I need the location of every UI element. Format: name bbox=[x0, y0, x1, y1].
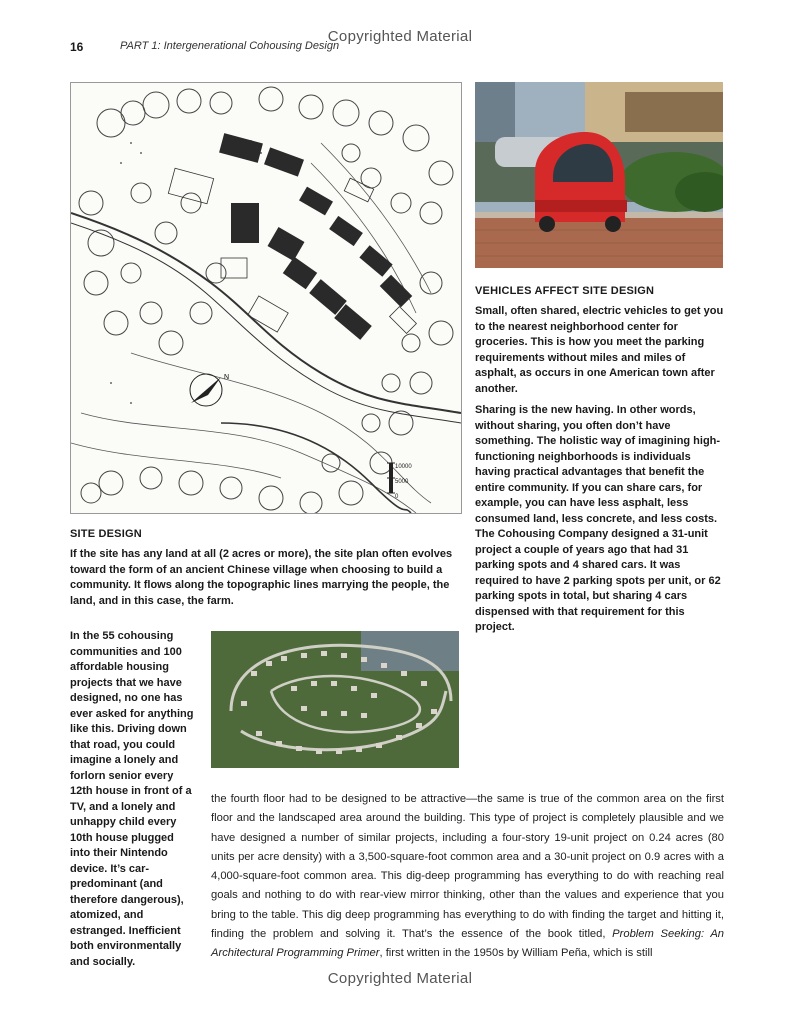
scale-labels bbox=[395, 460, 412, 505]
car-photo-image bbox=[475, 82, 723, 268]
scale-label: 0 bbox=[395, 494, 399, 500]
body-text-part-2: , first written in the 1950s by William Peña, which is still bbox=[379, 947, 653, 960]
vehicles-caption-title: VEHICLES AFFECT SITE DESIGN bbox=[475, 285, 655, 297]
car-photo bbox=[475, 82, 723, 268]
body-text-part-1: the fourth floor had to be designed to be attractive—the same is true of the common area on the first floor and the landscaped area around the building. This type of project is completely plausible and we have designed a number of similar projects, including a four-story 19-unit project on 0.24 acres (80 units per acre density) with a 3,500-square-foot common area and a 30-unit project on 0.9 acres with a 4,000-square-foot common area. This dig-deep programming has everything to do with reaching real goals and nothing to do with rear-view mirror thinking, other than the values and experience that you bring to the table. This dig deep programming has everything to do with finding the target and hitting it, finding the problem and solving it. That’s the essence of the book titled, bbox=[211, 793, 724, 941]
scale-bar bbox=[387, 463, 395, 493]
site-design-caption-text: If the site has any land at all (2 acres or more), the site plan often evolves toward the form of an ancient Chinese village when choosing to build a community. It flows along the topographic lines marrying the people, the land, and in this case, the farm. bbox=[70, 548, 453, 607]
vehicles-caption-body bbox=[475, 304, 725, 642]
aerial-suburb-photo bbox=[211, 631, 459, 768]
page-number: 16 bbox=[70, 40, 84, 54]
north-arrow-icon bbox=[190, 374, 229, 406]
site-design-caption-title: SITE DESIGN bbox=[70, 528, 142, 540]
book-title: Problem Seeking: An Architectural Programming Primer bbox=[211, 928, 725, 960]
body-text bbox=[211, 790, 724, 964]
svg-text:N: N bbox=[224, 374, 230, 381]
watermark-bottom: Copyrighted Material bbox=[327, 970, 473, 987]
aerial-photo-image bbox=[211, 631, 459, 768]
vehicles-paragraph-2: Sharing is the new having. In other words, without sharing, you often don’t have something. The holistic way of imagining high-functioning neighborhoods is individuals having practical advantages that benefit the entire community. If you can share cars, for example, you can have less asphalt, less consumed land, less concrete, and less costs. The Cohousing Company designed a 31-unit project a couple of years ago that had 31 parking spots and 4 shared cars. It was required to have 2 parking spots per unit, or 62 parking spots in total, but sharing 4 cars dispensed with that requirement for this project. bbox=[475, 404, 721, 633]
site-plan-figure bbox=[70, 82, 462, 514]
scale-label: 5000 bbox=[395, 479, 409, 485]
watermark-top: Copyrighted Material bbox=[327, 28, 473, 45]
running-head: PART 1: Intergenerational Cohousing Design bbox=[120, 40, 340, 52]
sidebar-quote: In the 55 cohousing communities and 100 affordable housing projects that we have designed, no one has ever asked for anything like this. Driving down that road, you could imagine a lonely and forlorn senior every 12th house in front of a TV, and a lonely and unhappy child every 10th house plugged into their Nintendo device. It’s car-predominant (and therefore dangerous), atomized, and estranged. Inefficient both environmentally and socially. bbox=[70, 630, 194, 968]
vehicles-paragraph-1: Small, often shared, electric vehicles to get you to the nearest neighborhood center for groceries. This is how you meet the parking requirements without miles and miles of asphalt, as occurs in one American town after another. bbox=[475, 305, 724, 395]
site-plan-drawing bbox=[71, 83, 461, 513]
scale-label: 10000 bbox=[395, 464, 412, 470]
